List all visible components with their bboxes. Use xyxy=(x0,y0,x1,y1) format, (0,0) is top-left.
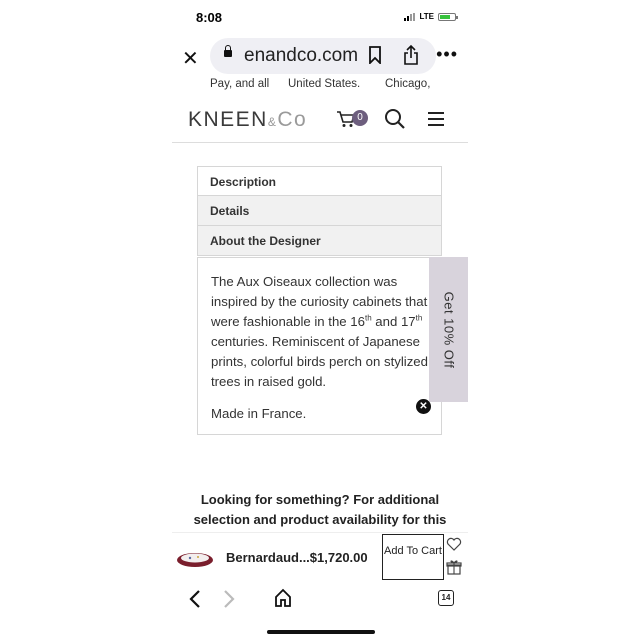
url-text: enandco.com xyxy=(244,45,359,66)
status-time: 8:08 xyxy=(196,10,223,25)
home-icon[interactable] xyxy=(274,588,292,608)
lock-icon xyxy=(224,50,232,57)
site-logo[interactable] xyxy=(188,108,307,132)
tab-description[interactable]: Description xyxy=(197,166,442,196)
product-name-price[interactable]: Bernardaud...$1,720.00 xyxy=(226,550,368,565)
home-indicator xyxy=(267,630,375,634)
back-icon[interactable] xyxy=(188,588,202,610)
share-icon[interactable] xyxy=(402,44,420,66)
search-icon[interactable] xyxy=(384,108,406,130)
snippet-text: United States. xyxy=(288,78,361,90)
tabs-count-icon[interactable]: 14 xyxy=(438,590,454,606)
hamburger-menu-icon[interactable] xyxy=(428,112,444,126)
status-bar xyxy=(172,8,468,28)
discount-label: Get 10% Off xyxy=(441,291,456,368)
snippet-text: Chicago, xyxy=(385,78,431,90)
add-to-cart-button[interactable]: Add To Cart xyxy=(382,534,444,580)
url-bar[interactable] xyxy=(210,38,436,74)
network-label: LTE xyxy=(419,12,434,21)
signal-icon xyxy=(404,13,415,21)
sticky-product-bar xyxy=(172,532,468,583)
origin-text: Made in France. xyxy=(211,406,307,421)
battery-icon xyxy=(438,13,456,21)
logo-co: Co xyxy=(277,108,308,131)
forward-icon[interactable] xyxy=(222,588,236,610)
product-info-tabs xyxy=(197,166,442,256)
logo-main: KNEEN xyxy=(188,108,268,131)
close-icon[interactable]: ✕ xyxy=(182,48,199,70)
tab-about-designer[interactable]: About the Designer xyxy=(197,226,442,256)
description-text: The Aux Oiseaux collection was inspired by the curiosity cabinets that were fashionable in the 16th and 17th centuries. Reminiscent of Japanese prints, colorful birds perch on stylized trees in raised gold. xyxy=(211,274,428,389)
description-panel xyxy=(197,257,442,435)
browser-bottom-nav xyxy=(172,584,468,614)
site-header xyxy=(172,100,468,143)
phone-screen xyxy=(172,0,468,640)
discount-side-tab[interactable] xyxy=(429,257,468,402)
product-thumbnail xyxy=(176,547,214,569)
heart-icon[interactable] xyxy=(446,537,462,551)
close-icon[interactable]: ✕ xyxy=(416,399,431,414)
page-snippet-row xyxy=(172,78,468,94)
more-icon[interactable]: ••• xyxy=(436,44,458,64)
bookmark-icon[interactable] xyxy=(368,46,382,64)
snippet-text: Pay, and all xyxy=(210,78,270,90)
gift-icon[interactable] xyxy=(446,559,462,575)
looking-for-text: Looking for something? For additional selection and product availability for this xyxy=(193,492,447,527)
status-icons xyxy=(404,12,456,21)
browser-toolbar xyxy=(172,36,468,78)
logo-amp: & xyxy=(267,115,278,129)
cart-count-badge: 0 xyxy=(352,110,368,126)
tab-details[interactable]: Details xyxy=(197,196,442,226)
